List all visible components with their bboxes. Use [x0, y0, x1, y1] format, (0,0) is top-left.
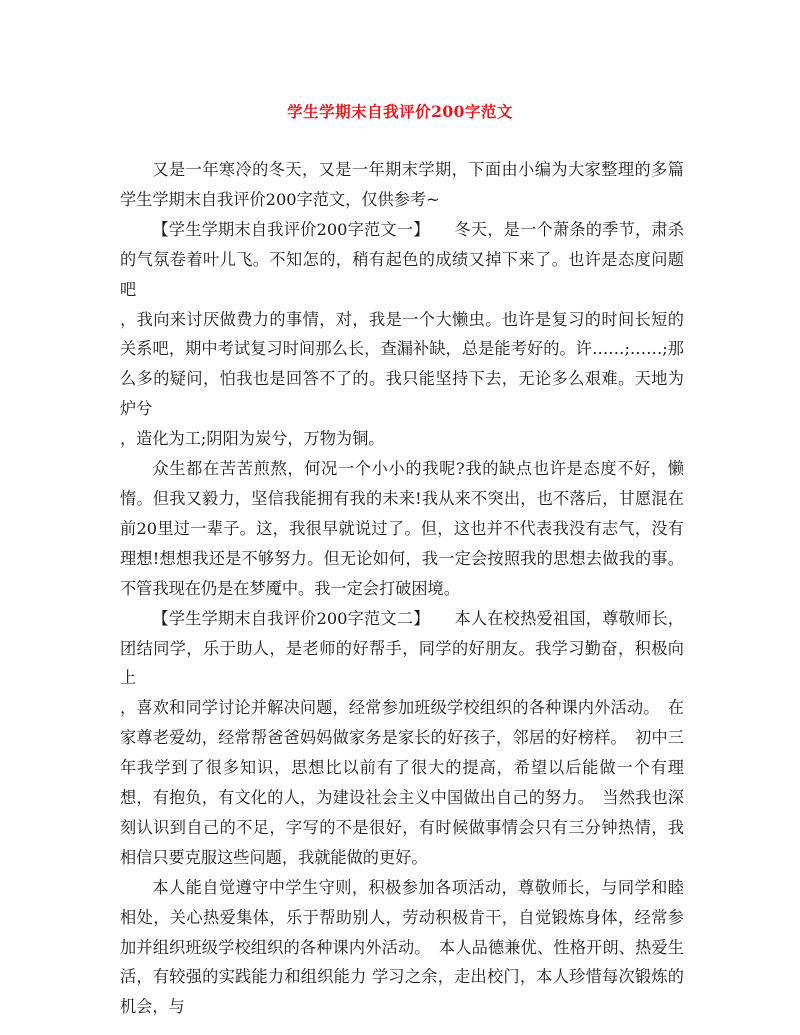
paragraph-essay-one-start: 【学生学期末自我评价200字范文一】 冬天，是一个萧条的季节，肃杀的气氛卷着叶儿飞。不知怎的，稍有起色的成绩又掉下来了。也许是态度问题吧 — [120, 219, 684, 299]
paragraph-intro: 又是一年寒冷的冬天，又是一年期末学期，下面由小编为大家整理的多篇学生学期末自我评价200字范文，仅供参考~ — [120, 160, 684, 209]
paragraph-essay-one-second: 众生都在苦苦煎熬，何况一个小小的我呢?我的缺点也许是态度不好，懒惰。但我又毅力，坚信我能拥有我的未来!我从来不突出，也不落后，甘愿混在前20里过一辈子。这，我很早就说过了。但，这也并不代表我没有志气，没有理想!想想我还是不够努力。但无论如何，我一定会按照我的思想去做我的事。不管我现在仍是在梦魇中。我一定会打破困境。 — [120, 459, 684, 598]
paragraph-essay-one-continued: ，我向来讨厌做费力的事情，对，我是一个大懒虫。也许是复习的时间长短的关系吧，期中考试复习时间那么长，查漏补缺，总是能考好的。许……;……;那么多的疑问，怕我也是回答不了的。我只能坚持下去，无论多么艰难。天地为炉兮 — [120, 309, 684, 419]
paragraph-essay-one-end: ，造化为工;阴阳为炭兮，万物为铜。 — [120, 429, 385, 449]
paragraph-essay-two-start: 【学生学期末自我评价200字范文二】 本人在校热爱祖国，尊敬师长，团结同学，乐于助人，是老师的好帮手，同学的好朋友。我学习勤奋，积极向上 — [120, 608, 684, 688]
document-body — [120, 155, 684, 1022]
document-title: 学生学期末自我评价200字范文 — [287, 102, 513, 121]
paragraph-essay-two-continued: ，喜欢和同学讨论并解决问题，经常参加班级学校组织的各种课内外活动。 在家尊老爱幼，经常帮爸爸妈妈做家务是家长的好孩子，邻居的好榜样。 初中三年我学到了很多知识，思想比以前有了很大的提高，希望以后能做一个有理想，有抱负，有文化的人，为建设社会主义中国做出自己的努力。 当然我也深刻认识到自己的不足，字写的不是很好，有时候做事情会只有三分钟热情，我相信只要克服这些问题，我就能做的更好。 — [120, 698, 684, 867]
paragraph-essay-two-second: 本人能自觉遵守中学生守则，积极参加各项活动，尊敬师长，与同学和睦相处，关心热爱集体，乐于帮助别人，劳动积极肯干，自觉锻炼身体，经常参加并组织班级学校组织的各种课内外活动。 本人品德兼优、性格开朗、热爱生活，有较强的实践能力和组织能力 学习之余，走出校门，本人珍惜每次锻炼的机会，与 — [120, 877, 684, 1017]
